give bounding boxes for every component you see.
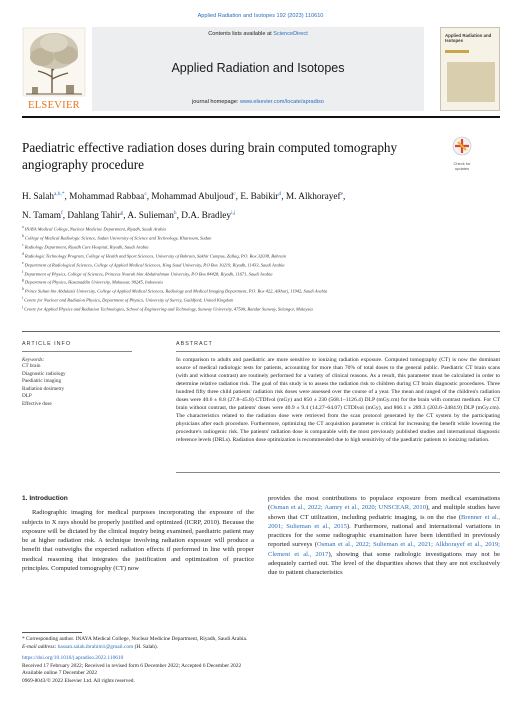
- crossmark-icon: [452, 136, 472, 156]
- journal-title: Applied Radiation and Isotopes: [171, 61, 345, 75]
- author-separator: ,: [235, 192, 241, 203]
- affiliation-key: e: [22, 260, 24, 265]
- keyword-list: [22, 363, 132, 409]
- author-name: Mohammad Rabbaa: [69, 192, 145, 203]
- cover-stripe: [445, 50, 469, 53]
- author-separator: ,: [123, 211, 128, 222]
- affiliation-list: [22, 224, 500, 313]
- author-affiliation-marker[interactable]: c: [233, 191, 236, 197]
- check-for-updates-badge[interactable]: [448, 136, 476, 172]
- author-list: [22, 186, 492, 224]
- keyword: Effective dose: [22, 400, 52, 407]
- available-online-date: Available online 7 December 2022: [22, 670, 98, 676]
- author-affiliation-marker[interactable]: f: [60, 210, 63, 217]
- author-affiliation-marker[interactable]: e: [340, 191, 344, 197]
- author-name: E. Babikir: [240, 192, 279, 203]
- keyword: Radiation dosimetry: [22, 385, 65, 392]
- affiliation-text: Department of Physics, College of Sciences, Princess Nourah bint Abdulrahman University, P.O Box 84428, Riyadh, 11671, Saudi Arabia: [24, 271, 273, 277]
- crossmark-label: Check for updates: [453, 161, 471, 171]
- intro-text-1: provides the most contributions to populace exposure from medical examinations (: [268, 495, 500, 512]
- email-link[interactable]: hassan.salah.ibrahim1@gmail.com: [57, 643, 134, 650]
- author-affiliation-marker[interactable]: d: [278, 191, 282, 197]
- author-separator: ,: [64, 192, 70, 203]
- journal-cover-thumbnail: [440, 27, 500, 111]
- intro-text-3: ). Furthermore, national and international variations in practices for the some radiographic examination have been identified in previously reported surveys (: [268, 522, 500, 549]
- author-separator: ,: [146, 192, 152, 203]
- citation-link[interactable]: Osman et al., 2022; Aamry et al., 2020; UNSCEAR, 2010: [270, 504, 426, 512]
- affiliation: [22, 295, 500, 304]
- affiliation-text: Prince Sultan bin Abdulaziz University, College of Applied Medical Sciences, Radiology and Medical Imaging Department, P.O. Box 422, Alkharj, 11942, Saudi Arabia: [24, 288, 328, 294]
- affiliation: [22, 224, 500, 233]
- affiliation-key: a: [22, 225, 24, 229]
- cover-image: [447, 62, 495, 102]
- affiliation: [22, 251, 500, 260]
- author-separator: ,: [176, 211, 182, 222]
- affiliation-text: INAYA Medical College, Nuclear Medicine Department, Riyadh, Saudi Arabia: [24, 226, 166, 232]
- intro-text-2: ), and multiple studies have shown that CT utilization, including pediatric imaging, is on the rise (: [268, 504, 501, 521]
- affiliation: [22, 242, 500, 251]
- author-name: A. Sulieman: [127, 211, 174, 222]
- sciencedirect-link[interactable]: ScienceDirect: [273, 31, 308, 37]
- homepage-prefix: journal homepage:: [192, 99, 240, 105]
- abstract-heading: ABSTRACT: [176, 341, 500, 352]
- header-separator: [22, 331, 500, 332]
- keyword: CT brain: [22, 363, 41, 369]
- copyright-line: 0969-8043/© 2022 Elsevier Ltd. All rights reserved.: [22, 677, 135, 684]
- affiliation-key: b: [22, 233, 24, 238]
- article-info-heading: ARTICLE INFO: [22, 341, 132, 352]
- affiliation-text: Radiologic Technology Program, College of Health and Sport Sciences, University of Bahrain, Sakhir Campus, Zallaq, P.O. Box 32038, Bahrain: [24, 253, 286, 259]
- author-separator: ,: [62, 211, 68, 222]
- footnote-rule: [22, 632, 82, 633]
- author-name: M. Alkhorayef: [285, 192, 341, 203]
- affiliation-key: c: [22, 242, 24, 247]
- publisher-wordmark: ELSEVIER: [28, 100, 80, 111]
- affiliation-key: h: [22, 287, 24, 292]
- abstract-text: In comparison to adults and paediatric are more sensitive to ionizing radiation exposure. Computed tomography (CT) is now the dominant source of medical radiologic tests for patients, accounting for more than 70% of total doses to the general public. Paediatric CT brain scans (with and without contrast) are routinely performed for a variety of clinical reasons. As a result, this parameter must be calculated in order to determine relative radiation risk. The goal of this study is to assess the radiation risk to children during CT brain diagnostic procedures. Three hundred fifty three child patients' radiation risk doses were assessed over the course of a year. The mean and ranged of the children's radiation doses were 40.6 ± 8.8 (27.8–45.8) CTDIvol (mGy) and 850 ± 230 (568.1–1126.4) DLP (mGy.cm) for the brain with contrast medium. For CT brain without contrast, the patients' doses were 40.9 ± 9.4 (14.27–64.07) CTDIvol (mGy), and 866.1 ± 289.3 (203.6–2484.9) DLP (mGy.cm). The characteristics related to the radiation dose were retrieved from the scan protocol generated by the CT system by the participating physicians after each procedure. Furthermore, optimizing the CT acquisition parameter is critical for increasing the benefit while lowering the procedure's radiogenic risk. The patients' radiation dose is comparable with the most previously published studies and international diagnostic reference levels (DRLs). Radiation dose optimization is recommended due to high sensitivity of the paediatric patients to ionizing radiation.: [176, 357, 500, 443]
- article-title: Paediatric effective radiation doses during brain computed tomography angiography procedure: [22, 140, 398, 172]
- affiliation-text: Department of Physics, Hasanuddin University, Makassar, 90245, Indonesia: [24, 279, 163, 285]
- footnotes: [22, 636, 500, 685]
- author-name: D.A. Bradley: [181, 211, 232, 222]
- affiliation-key: i: [22, 296, 23, 301]
- author-separator: ,: [343, 192, 346, 203]
- keyword: DLP: [22, 393, 32, 400]
- author-name: Mohammad Abuljoud: [151, 192, 234, 203]
- affiliation: [22, 233, 500, 242]
- intro-paragraph-left: Radiographic imaging for medical purposes incorporating the exposure of the subjects to X rays should be properly justified and optimized (ICRP, 2010). Because the exposure will be dictated by the clinical inquiry being examined, paediatric patient may be at higher radiation risk. A technique involving radiation exposure will produce a benefit that outweighs the expected radiation effects if performed in line with proper medical reasoning that integrates the justification and optimization of practice principles. Computed tomography (CT) now: [22, 509, 254, 572]
- email-line: [22, 644, 500, 652]
- section-heading-introduction: 1. Introduction: [22, 495, 68, 502]
- author-affiliation-marker[interactable]: i,j: [231, 210, 236, 217]
- keyword: Paediatric imaging: [22, 378, 62, 385]
- cover-title: Applied Radiation and Isotopes: [445, 33, 492, 43]
- doi-link[interactable]: https://doi.org/10.1016/j.apradiso.2022.110610: [22, 655, 124, 661]
- keyword: Diagnostic radiology: [22, 370, 66, 377]
- body-column-right: [268, 494, 500, 577]
- journal-homepage-line: [92, 99, 424, 105]
- affiliation-key: f: [22, 269, 24, 274]
- abstract-column: [176, 341, 500, 444]
- author-affiliation-marker[interactable]: g: [120, 210, 124, 217]
- affiliation-key: j: [22, 305, 23, 310]
- affiliation: [22, 260, 500, 269]
- corresponding-author-note: * Corresponding author. INAYA Medical College, Nuclear Medicine Department, Riyadh, Saudi Arabia.: [22, 636, 248, 642]
- body-column-left: [22, 494, 254, 573]
- affiliation-key: d: [22, 251, 24, 256]
- affiliation-text: Centre for Nuclear and Radiation Physics, Department of Physics, University of Surrey, Guildford, United Kingdom: [24, 297, 234, 303]
- journal-masthead: [22, 27, 500, 112]
- author-name: H. Salah: [22, 192, 55, 203]
- affiliation-text: Centre for Applied Physics and Radiation Technologies, School of Engineering and Technology, Sunway University, 47500, Bandar Sunway, Selangor, Malaysia: [24, 306, 313, 312]
- affiliation-text: College of Medical Radiologic Science, Sudan University of Science and Technology, Khartoum, Sudan: [24, 235, 212, 241]
- abstract-bottom-rule: [176, 472, 500, 473]
- contents-line: [92, 31, 424, 37]
- intro-text-4: ), showing that some radiologic investigations may not be adequately carried out. The level of the disparities shows that they are not exclusively due to patient characteristics: [268, 550, 500, 576]
- email-suffix: (H. Salah).: [133, 643, 159, 650]
- author-separator: ,: [281, 192, 286, 203]
- elsevier-tree-logo: [22, 27, 86, 111]
- citation-link[interactable]: Brenner et al., 2001; Sulieman et al., 2015: [268, 513, 500, 530]
- affiliation-key: g: [22, 278, 24, 283]
- author-affiliation-marker[interactable]: a,b,*: [54, 191, 65, 197]
- email-label: E-mail address:: [22, 643, 58, 650]
- affiliation: [22, 277, 500, 286]
- masthead-rule: [22, 116, 500, 118]
- author-name: Dahlang Tahir: [67, 211, 121, 222]
- affiliation: [22, 304, 500, 313]
- affiliation-text: Radiology Department, Riyadh Care Hospital, Riyadh, Saudi Arabia: [24, 244, 149, 250]
- contents-prefix: Contents lists available at: [208, 31, 274, 37]
- author-affiliation-marker[interactable]: c: [144, 191, 147, 197]
- intro-paragraph-right: [268, 494, 500, 577]
- keywords-label: Keywords:: [22, 357, 45, 363]
- affiliation-text: Department of Radiological Sciences, College of Applied Medical Sciences, King Saud University, P.O Box 10219, Riyadh, 11433, Saudi Arabia: [24, 262, 285, 268]
- journal-homepage-link[interactable]: www.elsevier.com/locate/apradiso: [239, 99, 324, 105]
- masthead-banner: [92, 27, 424, 111]
- affiliation: [22, 286, 500, 295]
- affiliation: [22, 269, 500, 278]
- running-head[interactable]: Applied Radiation and Isotopes 192 (2023) 110610: [197, 13, 324, 19]
- citation-link[interactable]: Osman et al., 2022; Sulieman et al., 2021; Alkhorayef et al., 2019; Clement et al., 2017: [268, 541, 500, 558]
- received-dates: Received 17 February 2022; Received in revised form 6 December 2022; Accepted 6 December 2022: [22, 662, 242, 669]
- article-info-column: [22, 341, 132, 409]
- author-affiliation-marker[interactable]: h: [173, 210, 177, 217]
- author-name: N. Tamam: [22, 211, 61, 222]
